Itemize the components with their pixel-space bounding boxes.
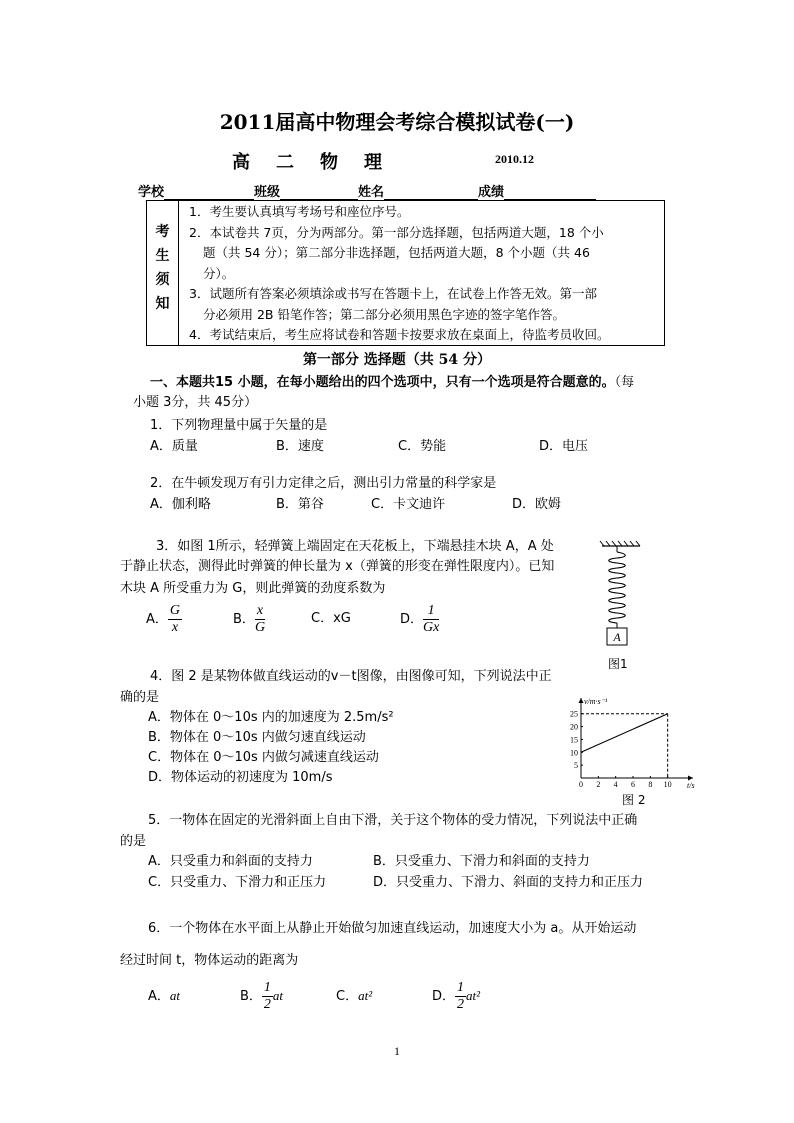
- figure-1-spring-diagram: [596, 540, 646, 670]
- q2-option-a[interactable]: A．伽利略: [150, 497, 211, 512]
- page-title: 2011届高中物理会考综合模拟试卷(一): [219, 110, 575, 134]
- q1-stem: 1．下列物理量中属于矢量的是: [150, 418, 328, 433]
- q3-option-a[interactable]: A． $\frac{G}{x}$: [146, 603, 181, 635]
- q3-option-d[interactable]: D． $\frac{1}{Gx}$: [400, 603, 440, 635]
- q6-line-1: 6．一个物体在水平面上从静止开始做匀加速直线运动，加速度大小为 a。从开始运动: [148, 921, 637, 936]
- q4-option-a[interactable]: A．物体在 0～10s 内的加速度为 2.5m/s²: [148, 710, 394, 725]
- y-axis-arrow: [579, 698, 584, 703]
- notice-text: [189, 202, 660, 346]
- part1-title: 第一部分 选择题（共 54 分）: [302, 352, 492, 368]
- x-axis-arrow: [688, 776, 693, 781]
- q5-line-1: 5．一物体在固定的光滑斜面上自由下滑，关于这个物体的受力情况，下列说法中正确: [148, 813, 638, 828]
- q4-option-d[interactable]: D．物体运动的初速度为 10m/s: [148, 770, 333, 785]
- q6-option-a[interactable]: A．at: [148, 988, 181, 1004]
- q6-option-d[interactable]: D． $\frac{1}{2}$ at²: [432, 980, 481, 1012]
- field-score-blank[interactable]: [504, 185, 596, 200]
- notice-line: 2．本试卷共 7页，分为两部分。第一部分选择题，包括两道大题，18 个小: [189, 224, 604, 240]
- notice-label: 考 生 须 知: [147, 201, 179, 345]
- y-tick-label: 15: [570, 735, 578, 745]
- field-name-label: 姓名: [358, 185, 385, 200]
- x-axis-label: t/s: [687, 781, 695, 790]
- q3-option-d-fraction: $\frac{1}{Gx}$: [423, 603, 440, 635]
- figure-2-caption: 图 2: [622, 793, 646, 807]
- student-info-fields: [138, 181, 596, 200]
- notice-line: 分）。: [203, 265, 235, 281]
- series-line: [581, 714, 668, 753]
- exam-date: 2010.12: [495, 152, 534, 166]
- q3-line-3: 木块 A 所受重力为 G，则此弹簧的劲度系数为: [120, 581, 386, 596]
- section1-instructions: 一、本题共15 小题，在每小题给出的四个选项中，只有一个选项是符合题意的。（每: [150, 375, 635, 390]
- q4-option-b[interactable]: B．物体在 0～10s 内做匀速直线运动: [148, 730, 366, 745]
- field-name-blank[interactable]: [384, 185, 478, 200]
- exam-notice-box: [146, 200, 665, 346]
- field-school-blank[interactable]: [164, 185, 254, 200]
- y-tick-label: 20: [570, 722, 578, 732]
- q1-option-a[interactable]: A．质量: [150, 439, 198, 454]
- q5-line-2: 的是: [120, 834, 147, 849]
- y-axis-label: v/m·s⁻¹: [584, 697, 608, 706]
- q1-option-d[interactable]: D．电压: [539, 439, 589, 454]
- notice-line: 分必须用 2B 铅笔作答；第二部分必须用黑色字迹的签字笔作答。: [203, 306, 565, 322]
- notice-line: 3．试题所有答案必须填涂或书写在答题卡上，在试卷上作答无效。第一部: [189, 286, 597, 301]
- q3-option-b-fraction: $\frac{x}{G}$: [254, 603, 266, 635]
- x-tick-label: 6: [631, 780, 635, 789]
- x-tick-label: 2: [596, 780, 601, 789]
- page-number: 1: [394, 1044, 400, 1058]
- q2-option-d[interactable]: D．欧姆: [512, 497, 562, 512]
- q1-option-c[interactable]: C．势能: [398, 439, 447, 454]
- q5-option-a[interactable]: A．只受重力和斜面的支持力: [148, 854, 313, 869]
- q2-option-b[interactable]: B．第谷: [276, 497, 324, 512]
- q3-option-b[interactable]: B． $\frac{x}{G}$: [233, 603, 266, 635]
- q6-line-2: 经过时间 t，物体运动的距离为: [120, 953, 299, 968]
- notice-line: 1．考生要认真填写考场号和座位序号。: [189, 204, 410, 219]
- q2-option-c[interactable]: C．卡文迪许: [371, 497, 446, 512]
- notice-line: 4．考试结束后，考生应将试卷和答题卡按要求放在桌面上，待监考员收回。: [189, 327, 610, 342]
- figure-2-vt-chart: [563, 693, 703, 793]
- field-class-label: 班级: [254, 185, 281, 200]
- x-tick-label: 10: [663, 780, 672, 789]
- q6-option-c[interactable]: C．at²: [336, 988, 373, 1004]
- section1-note: 小题 3分，共 45分）: [133, 395, 258, 410]
- y-tick-label: 10: [570, 748, 578, 758]
- figure-1-block-label: A: [613, 630, 621, 644]
- q4-line-1: 4．图 2 是某物体做直线运动的v－t图像，由图像可知，下列说法中正: [150, 669, 552, 684]
- x-tick-label: 8: [648, 780, 653, 789]
- q5-option-b[interactable]: B．只受重力、下滑力和斜面的支持力: [373, 854, 590, 869]
- field-score-label: 成绩: [478, 185, 505, 200]
- notice-line: 题（共 54 分）；第二部分非选择题，包括两道大题，8 个小题（共 46: [203, 245, 590, 260]
- q3-line-2: 于静止状态，测得此时弹簧的伸长量为 x（弹簧的形变在弹性限度内）。已知: [120, 559, 555, 574]
- q3-option-c[interactable]: C．xG: [311, 611, 351, 626]
- figure-1-caption: 图1: [608, 657, 628, 671]
- q4-line-2: 确的是: [120, 690, 160, 705]
- q3-line-1: 3．如图 1所示，轻弹簧上端固定在天花板上，下端悬挂木块 A，A 处: [156, 539, 554, 554]
- field-school-label: 学校: [138, 185, 165, 200]
- q5-option-d[interactable]: D．只受重力、下滑力、斜面的支持力和正压力: [373, 875, 644, 890]
- q1-option-b[interactable]: B．速度: [276, 439, 324, 454]
- q6-option-b[interactable]: B． $\frac{1}{2}$ at: [240, 980, 284, 1012]
- q4-option-c[interactable]: C．物体在 0～10s 内做匀减速直线运动: [148, 750, 379, 765]
- q3-option-a-fraction: $\frac{G}{x}$: [169, 603, 181, 635]
- y-tick-label: 25: [570, 709, 578, 719]
- y-tick-label: 5: [574, 761, 578, 771]
- q2-stem: 2．在牛顿发现万有引力定律之后，测出引力常量的科学家是: [150, 476, 497, 491]
- q5-option-c[interactable]: C．只受重力、下滑力和正压力: [148, 875, 327, 890]
- x-tick-label: 0: [579, 780, 583, 789]
- field-class-blank[interactable]: [280, 185, 358, 200]
- x-tick-label: 4: [613, 780, 618, 789]
- subject-title: 高二物理: [232, 152, 408, 173]
